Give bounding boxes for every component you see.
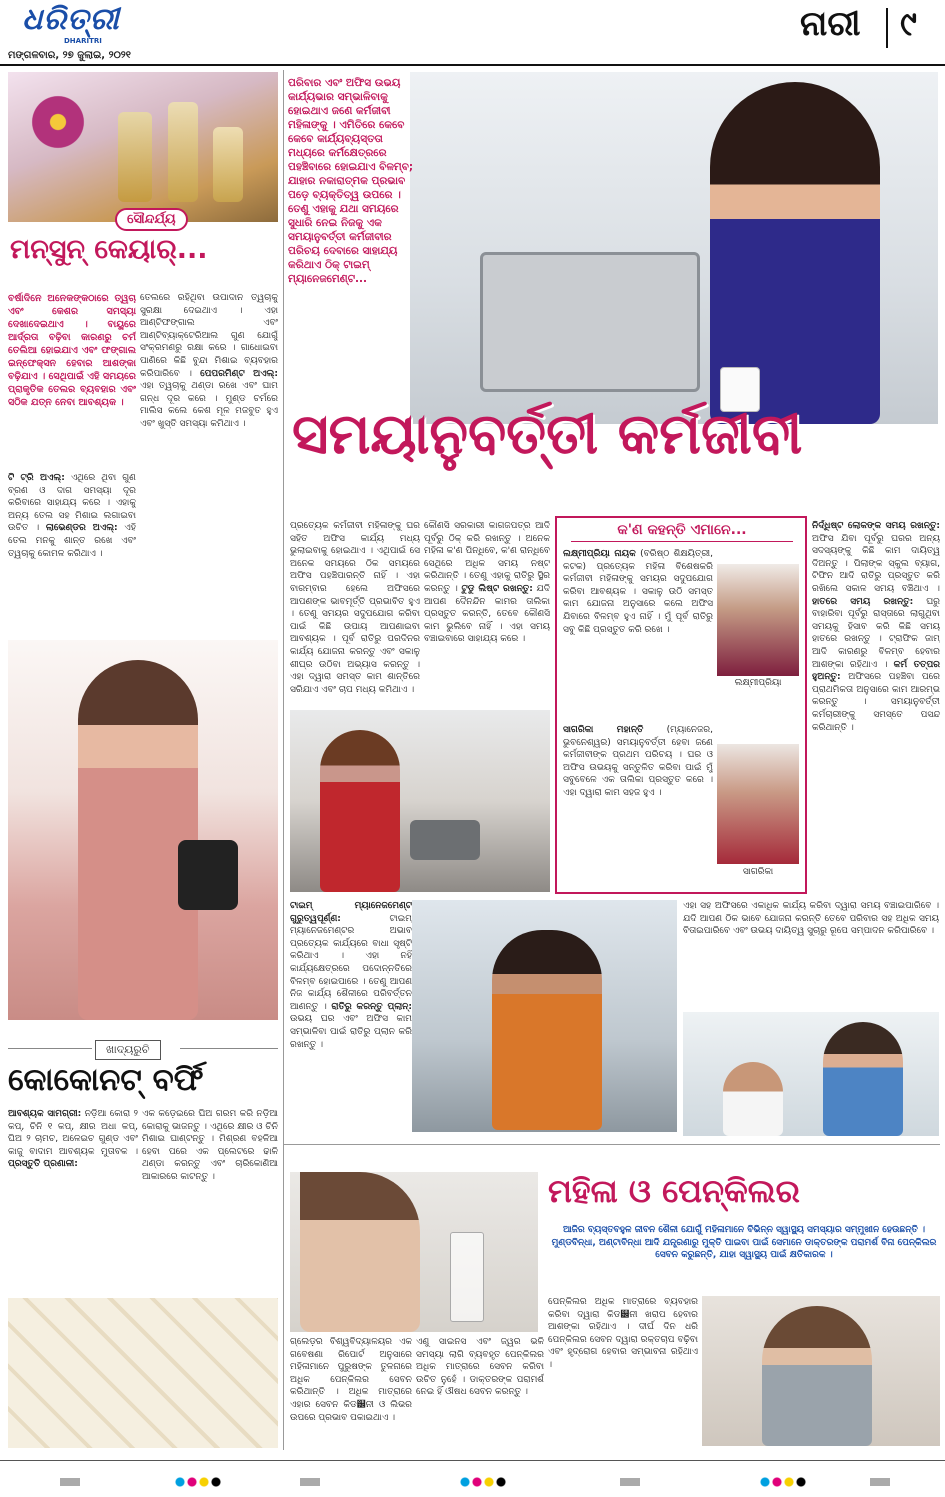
buffer-time-text: ଘରୁ ବାହାରିବା ପୂର୍ବରୁ ରାସ୍ତାରେ ଲାଗୁଥିବା ସମୟକୁ ହିସାବ କରି କିଛି ସମୟ ହାତରେ ରଖନ୍ତୁ । ଟ୍ରାଫିକ ଜାମ୍ ଆଦି କାରଣରୁ ବିଳମ୍ବ ହେବାର ଆଶଙ୍କା ରହିଥାଏ । (812, 596, 940, 670)
lavender-text: ଏହି ତେଲ ମନକୁ ଶାନ୍ତ ରଖେ ଏବଂ ତ୍ୱଚାକୁ କୋମଳ କରିଥାଏ । (8, 523, 136, 559)
food-tag: ଖାଦ୍ୟରୁଚି (95, 1040, 161, 1060)
time-mgmt-heading: ଟାଇମ୍ ମ୍ୟାନେଜମେଣ୍ଟ ଗୁରୁତ୍ୱପୂର୍ଣ୍ଣ: (290, 901, 412, 924)
laptop-icon (480, 252, 700, 392)
cooking-pot-icon (410, 820, 480, 860)
quote-1 (563, 548, 713, 723)
essential-oils-photo (8, 72, 278, 222)
beauty-body-1-text: ତେଲରେ ରହିଥିବା ଉପାଦାନ ତ୍ୱଚାକୁ ସୁରକ୍ଷା ଦେଇଥାଏ । ଏହା ଆଣ୍ଟିଫଙ୍ଗାଲ ଏବଂ ଆଣ୍ଟିବ୍ୟାକ୍ଟେରିଆଲ ଗୁଣ ଯୋଗୁଁ ସଂକ୍ରମଣରୁ ରକ୍ଷା କରେ । ଗାଧୋଇବା ପାଣିରେ କିଛି ବୁନ୍ଦା ମିଶାଇ ବ୍ୟବହାର କରିପାରିବେ । (140, 293, 278, 379)
child-figure (723, 1062, 783, 1136)
headache-woman-photo (702, 1296, 940, 1446)
quote-2-name: ସାଗରିକା ମହାନ୍ତି (563, 725, 644, 735)
time-mgmt-text: ଟାଇମ୍ ମ୍ୟାନେଜମେଣ୍ଟର ଅଭାବ ପ୍ରତ୍ୟେକ କାର୍ଯ୍ୟରେ ବାଧା ସୃଷ୍ଟି କରିଥାଏ । ଏହା ନହିଁ କାର୍ଯ୍ୟକ୍ଷେତ୍ରରେ ପଦୋନ୍ନତିରେ ବିଳମ୍ବ ହୋଇପାରେ । ତେଣୁ ଆପଣ ନିଜ କାର୍ଯ୍ୟ ଶୈଳୀରେ ପରିବର୍ତ୍ତନ ଆଣନ୍ତୁ । (290, 913, 412, 1012)
feature-col-3 (812, 520, 940, 896)
mother-child-photo (683, 1012, 939, 1136)
gray-swatch-icon (620, 1478, 640, 1486)
column-divider (283, 70, 284, 1450)
quote-2-role: (ମ୍ୟାନେଜର, ଭୁବନେଶ୍ୱର) (563, 725, 713, 748)
registration-marks (0, 1472, 945, 1492)
be-active-text: ଅଫିସରେ ପହଞ୍ଚିବା ପରେ ପ୍ରାଥମିକତା ଅନୁସାରେ କାମ ଆରମ୍ଭ କରନ୍ତୁ । ସମୟାନୁବର୍ତ୍ତୀ କର୍ମଚାରୀଙ୍କୁ ସମସ୍ତେ ପସନ୍ଦ କରିଥାନ୍ତି । (812, 672, 940, 733)
woman-figure (762, 1306, 872, 1446)
bottle-icon (118, 112, 152, 202)
sagarika-photo (717, 744, 799, 864)
beauty-body-1 (140, 292, 278, 632)
ingredients-heading: ଆବଶ୍ୟକ ସାମଗ୍ରୀ: (8, 1109, 82, 1119)
section-divider (886, 8, 888, 48)
quote-2-text: ସମୟାନୁବର୍ତ୍ତୀ ହେବା ଜଣେ କର୍ମଜୀବୀଙ୍କ ପ୍ରଥମ ପରିଚୟ । ଘର ଓ ଅଫିସ ଉଭୟକୁ ସନ୍ତୁଳିତ କରିବା ପାଇଁ ମୁଁ ସବୁବେଳେ ଏକ ତାଲିକା ପ୍ରସ୍ତୁତ କରେ । ଏହା ଦ୍ୱାରା କାମ ସହଜ ହୁଏ । (563, 737, 713, 798)
masthead-logo-sub: DHARITRI (64, 37, 102, 45)
model-figure (78, 660, 198, 1020)
cmyk-dots-icon (760, 1477, 810, 1487)
plan-heading: ରାତିରୁ କରନ୍ତୁ ପ୍ଲାନ୍: (331, 1001, 412, 1012)
woman-figure (492, 930, 602, 1130)
beauty-tag: ସୌନ୍ଦର୍ଯ୍ୟ (115, 208, 188, 231)
beauty-body-2 (8, 472, 136, 632)
mother-figure (823, 1022, 903, 1136)
painkiller-col-2: ଏଣୁ ସାଇନସ ଏବଂ ଜ୍ୱର ଭଳି ସମସ୍ୟା ଲାଗି ବ୍ୟବହୃତ ପେନ୍‌କିଲର ଅଧିକ ମାତ୍ରାରେ ସେବନ କରିବା ଉଚିତ ନୁହେଁ । ଡାକ୍ତରଙ୍କ ପରାମର୍ଶ ନେଇ ହିଁ ଔଷଧ ସେବନ କରନ୍ତୁ । (416, 1337, 544, 1398)
saree-model-photo (8, 640, 278, 1020)
feature-bottom-col-2: ଏହା ସହ ଅଫିସରେ ଏକାଧିକ କାର୍ଯ୍ୟ କରିବା ଦ୍ୱାରା ସମୟ ବଞ୍ଚାଇପାରିବେ । ଯଦି ଆପଣ ଠିକ ଭାବେ ଯୋଜନା କରନ୍ତି ତେବେ ପରିବାର ସହ ଅଧିକ ସମୟ ବିତାଇପାରିବେ ଏବଂ ଉଭୟ ଦାୟିତ୍ୱ ସୁଚାରୁ ରୂପେ ସମ୍ପାଦନ କରିପାରିବେ । (683, 901, 939, 937)
feature-col-1: ପ୍ରତ୍ୟେକ କର୍ମଜୀବୀ ମହିଳାଙ୍କୁ ଘର ସହିତ ଅଫିସ କାର୍ଯ୍ୟ ମଧ୍ୟ ଭୁଲାଇବାକୁ ହୋଇଥାଏ । ଏଥିପାଇଁ ସେ ଅନେକ ସମୟରେ ଠିକ ସମୟରେ ଅଫିସ ପହଞ୍ଚିପାରନ୍ତି ନାହିଁ । ଏହା ବାରମ୍ବାର ହେଲେ ଅଫିସରେ ଆପଣଙ୍କ ଭାବମୂର୍ତ୍ତି ପ୍ରଭାବିତ ହୁଏ । ତେଣୁ ସମୟର ସଦୁପଯୋଗ କରିବା ପାଇଁ କିଛି ଉପାୟ ଆପଣାଇବା ଆବଶ୍ୟକ । ପୂର୍ବ ରାତିରୁ ପରଦିନର କାର୍ଯ୍ୟ ଯୋଜନା କରନ୍ତୁ ଏବଂ ସକାଳୁ ଶୀଘ୍ର ଉଠିବା ଅଭ୍ୟାସ କରନ୍ତୁ । ଏହା ଦ୍ୱାରା ସମସ୍ତ କାମ ଶାନ୍ତିରେ ସରିଯାଏ ଏବଂ ଚାପ ମଧ୍ୟ କମିଥାଏ । (290, 521, 420, 695)
page-number: ୯ (900, 4, 917, 44)
office-woman-photo (410, 72, 938, 424)
section-label: ନାରୀ (800, 4, 861, 44)
quote-2 (563, 724, 713, 889)
painkiller-col-1: ଗ୍ଲେଡ଼ର ବିଶ୍ୱବିଦ୍ୟାଳୟର ଏକ ଗବେଷଣା ରିପୋର୍ଟ ଅନୁସାରେ ମହିଳାମାନେ ପୁରୁଷଙ୍କ ତୁଳନାରେ ଅଧିକ ପେନ୍‌କିଲର ସେବନ କରିଥାନ୍ତି । ଅଧିକ ମାତ୍ରାରେ ଏହାର ସେବନ କିଡ୼ନୀ ଓ ଲିଭର ଉପରେ ପ୍ରଭାବ ପକାଇଥାଏ । (290, 1337, 412, 1423)
bottle-icon (213, 127, 243, 202)
food-title: କୋକୋନଟ୍ ବର୍ଫି (8, 1062, 204, 1098)
masthead-date: ମଙ୍ଗଳବାର, ୨୭ ଜୁଲାଇ, ୨୦୨୧ (8, 50, 132, 61)
train-woman-photo (412, 900, 677, 1132)
sagarika-caption: ସାଗରିକା (742, 867, 774, 877)
peppermint-heading: ପେପରମିଣ୍ଟ ଅଏଲ୍: (200, 368, 278, 379)
quote-box-title: କ'ଣ କହନ୍ତି ଏମାନେ... (571, 522, 793, 542)
bottle-icon (168, 102, 198, 202)
food-method: ଏକ କଡ଼େଇରେ ଘିଅ ଗରମ କରି ନଡ଼ିଆ କୋରାକୁ ଭାଜନ୍ତୁ । ଏଥିରେ କ୍ଷୀର ଓ ଚିନି ମିଶାଇ ଘାଣ୍ଟନ୍ତୁ । ମିଶ୍ରଣ ବହଳିଆ ହେବା ପରେ ଏକ ପ୍ଲେଟରେ ଢାଳି ଥଣ୍ଡା କରନ୍ତୁ ଏବଂ ଚାରିକୋଣିଆ ଆକାରରେ କାଟନ୍ତୁ । (142, 1109, 278, 1182)
ingredients-text: ନଡ଼ିଆ କୋରା ୨ କପ୍, ଚିନି ୧ କପ୍, କ୍ଷୀର ଅଧା କପ୍, ଘିଅ ୨ ଚାମଚ, ଅଳେଇଚ ଗୁଣ୍ଡ ଏବଂ କାଜୁ ବାଦାମ ଆବଶ୍ୟକ ମୁତାବକ । (8, 1109, 138, 1157)
food-ingredients (8, 1108, 138, 1293)
gray-swatch-icon (870, 1478, 890, 1486)
quote-box (555, 516, 807, 894)
pill-woman-photo (290, 1172, 538, 1332)
water-glass-icon (450, 1232, 484, 1322)
flower-icon (28, 92, 88, 152)
painkiller-intro: ଆଜିର ବ୍ୟସ୍ତବହୁଳ ଜୀବନ ଶୈଳୀ ଯୋଗୁଁ ମହିଳାମାନେ ବିଭିନ୍ନ ସ୍ୱାସ୍ଥ୍ୟ ସମସ୍ୟାର ସମ୍ମୁଖୀନ ହେଉଛନ୍ତି । ମୁଣ୍ଡବିନ୍ଧା, ଅଣ୍ଟାବିନ୍ଧା ଆଦି ଯନ୍ତ୍ରଣାରୁ ମୁକ୍ତି ପାଇବା ପାଇଁ ସେମାନେ ଡାକ୍ତରଙ୍କ ପରାମର୍ଶ ବିନା ପେନ୍‌କିଲର ସେବନ କରୁଛନ୍ତି, ଯାହା ସ୍ୱାସ୍ଥ୍ୟ ପାଇଁ କ୍ଷତିକାରକ । (551, 1225, 937, 1261)
woman-figure (320, 730, 400, 892)
tea-tree-text: ଏଥିରେ ଥିବା ଗୁଣ ବ୍ରଣ ଓ ଦାଗ ସମସ୍ୟା ଦୂର କରିବାରେ ସାହାଯ୍ୟ କରେ । ଏହାକୁ ଅନ୍ୟ ତେଲ ସହ ମିଶାଇ ଲଗାଇବା ଉଚିତ । (8, 473, 136, 534)
woman-figure (300, 1172, 420, 1332)
laxmipriya-photo (717, 564, 799, 676)
beauty-title: ମନ୍‌ସୁନ୍ କେୟାର୍... (10, 234, 208, 265)
buffer-time-heading: ହାତରେ ସମୟ ରଖନ୍ତୁ: (812, 596, 914, 607)
kitchen-woman-photo (290, 710, 550, 892)
food-tag-rule (8, 1048, 92, 1049)
lavender-heading: ଲାଭେଣ୍ଡର ଅଏଲ୍: (45, 523, 118, 534)
feature-deck: ପରିବାର ଏବଂ ଅଫିସ ଉଭୟ କାର୍ଯ୍ୟଭାର ସମ୍ଭାଳିବାକୁ ହୋଇଥାଏ ଜଣେ କର୍ମଜୀବୀ ମହିଳାଙ୍କୁ । ଏମିତିରେ କେବେ କେବେ କାର୍ଯ୍ୟବ୍ୟସ୍ତତା ମଧ୍ୟରେ କର୍ମକ୍ଷେତ୍ରରେ ପହଞ୍ଚିବାରେ ହୋଇଯାଏ ବିଳମ୍ବ; ଯାହାର ନକାରାତ୍ମକ ପ୍ରଭାବ ପଡ଼େ ବ୍ୟକ୍ତିତ୍ୱ ଉପରେ । ତେଣୁ ଏହାକୁ ଯଥା ସମୟରେ ସୁଧାରି ନେଇ ନିଜକୁ ଏକ ସମୟାନୁବର୍ତ୍ତୀ କର୍ମଜୀବୀର ପରିଚୟ ଦେବାରେ ସାହାଯ୍ୟ କରିଥାଏ ଠିକ୍ ଟାଇମ୍ ମ୍ୟାନେଜମେଣ୍ଟ... (288, 77, 414, 285)
peppermint-text: ଏହା ତ୍ୱଚାକୁ ଥଣ୍ଡା ରଖେ ଏବଂ ଘାମ ଗନ୍ଧ ଦୂର କରେ । ମୁଣ୍ଡ ଚର୍ମରେ ମାଲିସ କଲେ କେଶ ମୂଳ ମଜବୁତ ହୁଏ ଏବଂ ଖୁସ୍ତି ସମସ୍ୟା କମିଥାଏ । (140, 381, 278, 429)
quote-1-role: (ବରିଷ୍ଠ ଶିକ୍ଷୟିତ୍ରୀ, କଟକ) (563, 549, 713, 572)
painkiller-col-3: ପେନ୍‌କିଲର ଅଧିକ ମାତ୍ରାରେ ବ୍ୟବହାର କରିବା ଦ୍ୱାରା କିଡ୼ନୀ ଖରାପ ହେବାର ଆଶଙ୍କା ରହିଥାଏ । ଦୀର୍ଘ ଦିନ ଧରି ପେନ୍‌କିଲର ସେବନ ଦ୍ୱାରା ରକ୍ତଚାପ ବଢ଼ିବା ଏବଂ ହୃଦ୍‌ରୋଗ ହେବାର ସମ୍ଭାବନା ରହିଥାଏ । (548, 1297, 698, 1370)
gray-swatch-icon (60, 1478, 80, 1486)
plan-text: ଉଭୟ ଘର ଏବଂ ଅଫିସ କାମ ସମ୍ଭାଳିବା ପାଇଁ ରାତିରୁ ପ୍ଲାନ କରି ରଖନ୍ତୁ । (290, 1014, 412, 1050)
food-tag-rule (180, 1048, 278, 1049)
masthead (0, 0, 945, 62)
feature-col-2-text: କୌଣସି ସରକାରୀ କାଗଜପତ୍ର ଆଦି ପୂର୍ବରୁ ଠିକ୍ କରି ରଖନ୍ତୁ । ଅନେକ ମହିଳା କ'ଣ ପିନ୍ଧିବେ, କ'ଣ ରାନ୍ଧିବେ ସେଥିରେ ଅଧିକ ସମୟ ନଷ୍ଟ କରିଥାନ୍ତି । ତେଣୁ ଏହାକୁ ରାତିରୁ ସ୍ଥିର କରନ୍ତୁ । (424, 521, 550, 594)
be-active-heading: କର୍ମ ତତ୍ପର ହୁଅନ୍ତୁ: (812, 659, 940, 683)
method-heading: ପ୍ରସ୍ତୁତି ପ୍ରଣାଳୀ: (8, 1159, 78, 1170)
helpers-heading: ନିର୍ଦ୍ଧିଷ୍ଟ ଲୋକଙ୍କ ସମୟ ରଖନ୍ତୁ: (812, 521, 940, 531)
handbag-icon (178, 840, 238, 910)
todo-text: ଯଦି ଆପଣ ଦୈନନ୍ଦିନ କାମର ତାଲିକା ପ୍ରସ୍ତୁତ କରନ୍ତି, ତେବେ କୌଣସି କାମ ଭୁଲିବେ ନାହିଁ । ଏହା ସମୟ ବଞ୍ଚାଇବାରେ ସାହାଯ୍ୟ କରେ । (424, 583, 550, 645)
feature-bottom-col-1 (290, 900, 412, 1136)
painkiller-title: ମହିଳା ଓ ପେନ୍‌କିଲର (548, 1172, 800, 1210)
cmyk-dots-icon (460, 1477, 510, 1487)
helpers-text: ଅଫିସ ଯିବା ପୂର୍ବରୁ ଘରର ଅନ୍ୟ ସଦସ୍ୟଙ୍କୁ କିଛି କାମ ଦାୟିତ୍ୱ ଦିଅନ୍ତୁ । ପିଲାଙ୍କ ସ୍କୁଲ ବ୍ୟାଗ, ଟିଫିନ ଆଦି ରାତିରୁ ପ୍ରସ୍ତୁତ କରି ରଖିଲେ ସକାଳ ସମୟ ବଞ୍ଚିଥାଏ । (812, 533, 940, 594)
todo-heading: ଟୁଡୁ ଲିଷ୍ଟ ରଖନ୍ତୁ: (461, 583, 533, 594)
quote-1-text: ପ୍ରତ୍ୟେକ ମହିଳା ବିଶେଷକରି କର୍ମଜୀବୀ ମହିଳାଙ୍କୁ ସମୟର ସଦୁପଯୋଗ କରିବା ଆବଶ୍ୟକ । ସକାଳୁ ଉଠି ସମସ୍ତ କାମ ଯୋଜନା ଅନୁସାରେ କଲେ ଅଫିସ ଯିବାରେ ବିଳମ୍ବ ହୁଏ ନାହିଁ । ମୁଁ ପୂର୍ବ ରାତିରୁ ସବୁ କିଛି ପ୍ରସ୍ତୁତ କରି ରଖେ । (563, 561, 713, 635)
masthead-logo: ଧରିତ୍ରୀ (22, 2, 120, 37)
beauty-intro: ବର୍ଷାଦିନେ ଅନେକଙ୍କଠାରେ ତ୍ୱଚା ଏବଂ କେଶର ସମସ୍ୟା ଦେଖାଦେଇଥାଏ । ବାୟୁରେ ଆର୍ଦ୍ରତା ବଢ଼ିବା କାରଣରୁ ଚର୍ମ ତେଲିଆ ହୋଇଯାଏ ଏବଂ ଫଙ୍ଗାଲ ଇନ୍‌ଫେକ୍ସନ ହେବାର ଆଶଙ୍କା ବଢ଼ିଯାଏ । ସେଥିପାଇଁ ଏହି ସମୟରେ ପ୍ରାକୃତିକ ତେଲର ବ୍ୟବହାର ଏବଂ ସଠିକ ଯତ୍ନ ନେବା ଆବଶ୍ୟକ । (8, 293, 136, 408)
section-rule (284, 1144, 940, 1145)
tea-tree-heading: ଟି ଟ୍ରି ଅଏଲ୍: (8, 473, 65, 483)
cmyk-dots-icon (175, 1477, 225, 1487)
laxmipriya-caption: ଲକ୍ଷ୍ମୀପ୍ରିୟା (734, 678, 782, 688)
masthead-rule (0, 64, 945, 66)
feature-headline: ସମୟାନୁବର୍ତ୍ତୀ କର୍ମଜୀବୀ (292, 402, 803, 467)
gray-swatch-icon (300, 1478, 320, 1486)
footer-rule (0, 1460, 945, 1461)
coconut-barfi-photo (8, 1298, 278, 1448)
quote-1-name: ଲକ୍ଷ୍ମୀପ୍ରିୟା ନାୟକ (563, 549, 636, 559)
